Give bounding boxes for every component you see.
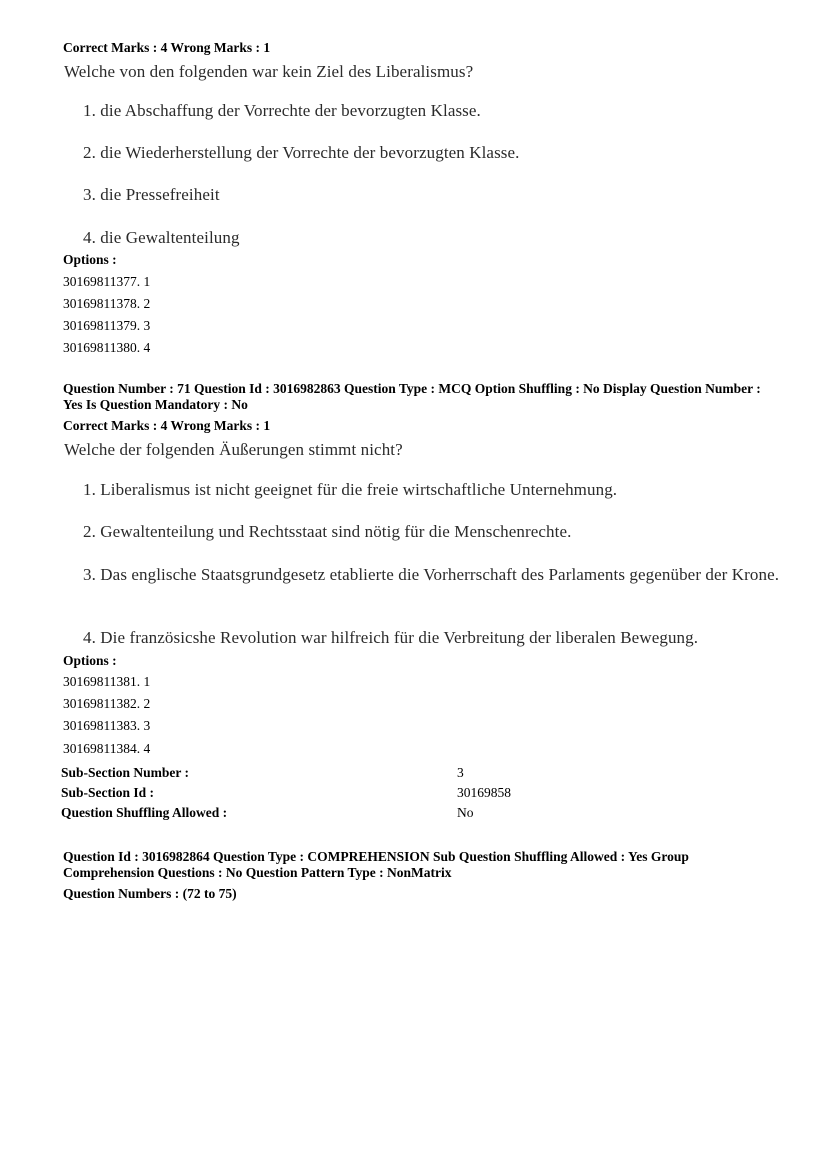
question-shuffling-label: Question Shuffling Allowed : xyxy=(61,805,228,820)
question-shuffling-value: No xyxy=(457,805,474,820)
comprehension-question-numbers: Question Numbers : (72 to 75) xyxy=(63,886,237,901)
q71-question-text: Welche der folgenden Äußerungen stimmt nicht? xyxy=(64,440,403,459)
q70-option-2: 30169811378. 2 xyxy=(63,296,151,311)
comprehension-header: Question Id : 3016982864 Question Type : COMPREHENSION Sub Question Shuffling Allowed : Yes Group Comprehension Questions : No Question Pattern Type : NonMatrix xyxy=(63,849,689,880)
q71-item-1: 1. Liberalismus ist nicht geeignet für die freie wirtschaftliche Unternehmung. xyxy=(83,480,618,499)
q70-option-1: 30169811377. 1 xyxy=(63,274,151,289)
q71-item-3-text: 3. Das englische Staatsgrundgesetz etablierte die Vorherrschaft des Parlaments gegenüber der Krone. xyxy=(83,565,780,584)
q71-option-1: 30169811381. 1 xyxy=(63,674,151,689)
q70-options-label: Options : xyxy=(63,252,117,267)
q70-marks: Correct Marks : 4 Wrong Marks : 1 xyxy=(63,40,271,55)
q70-question-text: Welche von den folgenden war kein Ziel des Liberalismus? xyxy=(64,62,474,81)
q71-options-label: Options : xyxy=(63,653,117,668)
q70-item-4: 4. die Gewaltenteilung xyxy=(83,228,240,247)
subsection-number-value: 3 xyxy=(457,765,464,780)
q71-option-4: 30169811384. 4 xyxy=(63,741,151,756)
q71-item-3 xyxy=(83,564,783,585)
q71-item-2: 2. Gewaltenteilung und Rechtsstaat sind nötig für die Menschenrechte. xyxy=(83,522,572,541)
q71-option-2: 30169811382. 2 xyxy=(63,696,151,711)
subsection-id-label: Sub-Section Id : xyxy=(61,785,155,800)
q71-item-4: 4. Die französicshe Revolution war hilfreich für die Verbreitung der liberalen Bewegung. xyxy=(83,628,699,647)
q71-marks: Correct Marks : 4 Wrong Marks : 1 xyxy=(63,418,271,433)
q70-option-4: 30169811380. 4 xyxy=(63,340,151,355)
q71-option-3: 30169811383. 3 xyxy=(63,718,151,733)
subsection-id-value: 30169858 xyxy=(457,785,511,800)
q70-item-2: 2. die Wiederherstellung der Vorrechte der bevorzugten Klasse. xyxy=(83,143,520,162)
q70-item-1: 1. die Abschaffung der Vorrechte der bevorzugten Klasse. xyxy=(83,101,481,120)
q70-item-3: 3. die Pressefreiheit xyxy=(83,185,220,204)
subsection-number-label: Sub-Section Number : xyxy=(61,765,190,780)
q71-header: Question Number : 71 Question Id : 3016982863 Question Type : MCQ Option Shuffling : No Display Question Number : Yes Is Question Mandatory : No xyxy=(63,381,761,412)
q70-option-3: 30169811379. 3 xyxy=(63,318,151,333)
